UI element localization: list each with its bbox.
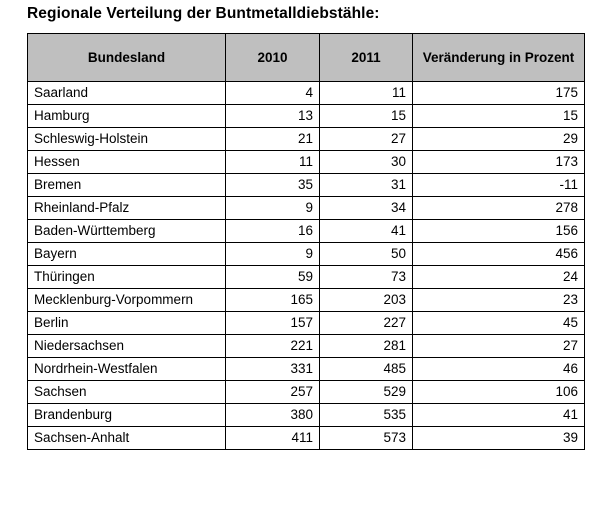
cell-change-percent: 29	[413, 128, 585, 151]
column-header-bundesland: Bundesland	[28, 34, 226, 82]
table-row	[28, 312, 585, 335]
cell-bundesland: Rheinland-Pfalz	[28, 197, 226, 220]
cell-bundesland: Nordrhein-Westfalen	[28, 358, 226, 381]
cell-bundesland: Berlin	[28, 312, 226, 335]
cell-bundesland: Bremen	[28, 174, 226, 197]
column-header-2010: 2010	[226, 34, 320, 82]
cell-2010: 11	[226, 151, 320, 174]
cell-change-percent: 173	[413, 151, 585, 174]
cell-change-percent: 456	[413, 243, 585, 266]
cell-2011: 227	[320, 312, 413, 335]
cell-change-percent: 278	[413, 197, 585, 220]
cell-2011: 34	[320, 197, 413, 220]
cell-bundesland: Baden-Württemberg	[28, 220, 226, 243]
cell-bundesland: Sachsen	[28, 381, 226, 404]
cell-2011: 50	[320, 243, 413, 266]
cell-bundesland: Sachsen-Anhalt	[28, 427, 226, 450]
cell-2010: 35	[226, 174, 320, 197]
cell-2011: 15	[320, 105, 413, 128]
cell-2010: 380	[226, 404, 320, 427]
cell-2010: 331	[226, 358, 320, 381]
cell-bundesland: Hessen	[28, 151, 226, 174]
cell-bundesland: Brandenburg	[28, 404, 226, 427]
cell-2010: 257	[226, 381, 320, 404]
cell-2010: 59	[226, 266, 320, 289]
cell-bundesland: Bayern	[28, 243, 226, 266]
cell-change-percent: 15	[413, 105, 585, 128]
cell-change-percent: 41	[413, 404, 585, 427]
column-header-change-percent: Veränderung in Prozent	[413, 34, 585, 82]
header-row	[28, 34, 585, 82]
cell-bundesland: Niedersachsen	[28, 335, 226, 358]
cell-2011: 30	[320, 151, 413, 174]
cell-change-percent: 27	[413, 335, 585, 358]
cell-change-percent: -11	[413, 174, 585, 197]
cell-2010: 4	[226, 82, 320, 105]
cell-change-percent: 46	[413, 358, 585, 381]
cell-2010: 165	[226, 289, 320, 312]
cell-2010: 157	[226, 312, 320, 335]
table-row	[28, 220, 585, 243]
table-row	[28, 105, 585, 128]
cell-2011: 485	[320, 358, 413, 381]
cell-bundesland: Hamburg	[28, 105, 226, 128]
cell-bundesland: Mecklenburg-Vorpommern	[28, 289, 226, 312]
table-row	[28, 243, 585, 266]
cell-2011: 41	[320, 220, 413, 243]
column-header-2011: 2011	[320, 34, 413, 82]
table-row	[28, 289, 585, 312]
cell-2010: 16	[226, 220, 320, 243]
table-row	[28, 404, 585, 427]
cell-bundesland: Schleswig-Holstein	[28, 128, 226, 151]
cell-2010: 411	[226, 427, 320, 450]
table-row	[28, 82, 585, 105]
cell-2010: 221	[226, 335, 320, 358]
cell-2011: 73	[320, 266, 413, 289]
cell-2011: 573	[320, 427, 413, 450]
cell-2010: 13	[226, 105, 320, 128]
cell-2011: 31	[320, 174, 413, 197]
table-row	[28, 266, 585, 289]
table-body	[28, 82, 585, 450]
cell-bundesland: Thüringen	[28, 266, 226, 289]
table-row	[28, 197, 585, 220]
table-row	[28, 174, 585, 197]
cell-2011: 529	[320, 381, 413, 404]
cell-2010: 9	[226, 243, 320, 266]
cell-change-percent: 106	[413, 381, 585, 404]
cell-change-percent: 175	[413, 82, 585, 105]
cell-change-percent: 23	[413, 289, 585, 312]
cell-2011: 203	[320, 289, 413, 312]
cell-2011: 281	[320, 335, 413, 358]
table-row	[28, 427, 585, 450]
table-row	[28, 381, 585, 404]
document-title: Regionale Verteilung der Buntmetalldiebstähle:	[27, 5, 380, 22]
cell-2010: 9	[226, 197, 320, 220]
table-row	[28, 151, 585, 174]
cell-change-percent: 39	[413, 427, 585, 450]
theft-distribution-table	[27, 33, 585, 450]
cell-2011: 535	[320, 404, 413, 427]
cell-2010: 21	[226, 128, 320, 151]
table-header	[28, 34, 585, 82]
cell-2011: 11	[320, 82, 413, 105]
table-row	[28, 128, 585, 151]
cell-bundesland: Saarland	[28, 82, 226, 105]
table-row	[28, 335, 585, 358]
cell-2011: 27	[320, 128, 413, 151]
cell-change-percent: 24	[413, 266, 585, 289]
cell-change-percent: 45	[413, 312, 585, 335]
cell-change-percent: 156	[413, 220, 585, 243]
table-row	[28, 358, 585, 381]
